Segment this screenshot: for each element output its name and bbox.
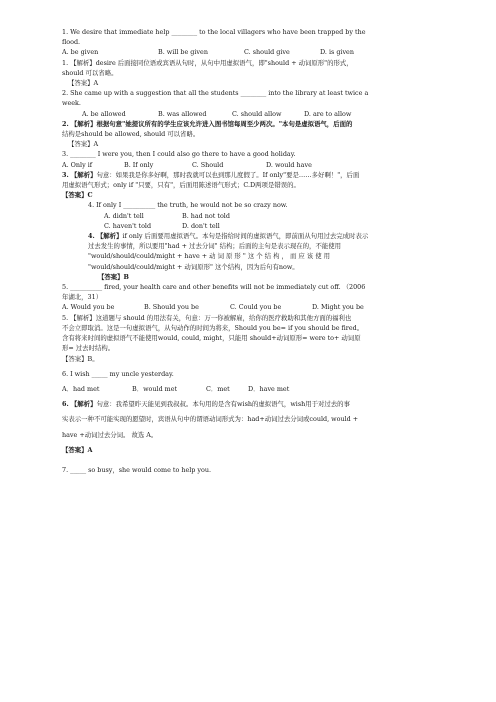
- q4-explanation-label: 4. 【解析】: [88, 232, 123, 241]
- q6-option-d: D．have met: [248, 384, 290, 393]
- q6-explanation-line2: 实表示一种不可能实现的愿望时，宾语从句中的谓语动词形式为：had+动词过去分词或could, would +: [62, 415, 359, 424]
- q6-explanation-line1: [62, 399, 458, 409]
- q4-options-row1: [62, 211, 458, 221]
- q1-stem-line2: flood.: [62, 38, 81, 47]
- q6-option-a: A．had met: [62, 384, 100, 393]
- q3-option-d: D. would have: [266, 160, 312, 169]
- q3-option-b: B. If only: [124, 160, 154, 169]
- q2-explanation-line1: [62, 119, 458, 129]
- q6-options: [62, 384, 458, 394]
- q2-option-a: A. be allowed: [82, 109, 126, 118]
- q6-explanation-text: 句意：我希望昨天能见到我叔叔。本句用的是含有wish的虚拟语气，wish用于对过去的事: [96, 400, 350, 409]
- q5-option-b: B. Should you be: [144, 303, 199, 312]
- q2-stem-line1: 2. She came up with a suggestion that all the students ________ into the library at least twice a: [62, 89, 369, 98]
- q3-explanation-line1: [62, 170, 458, 180]
- q3-option-c: C. Should: [192, 160, 224, 169]
- q1-answer: 【答案】A: [68, 79, 99, 88]
- q1-option-a: A. be given: [62, 48, 99, 57]
- q4-option-a: A. didn't tell: [104, 211, 144, 220]
- q3-options: [62, 160, 458, 170]
- q1-explanation-line2: should 可以省略。: [62, 68, 118, 77]
- q5-option-d: D. Might you be: [312, 303, 364, 312]
- q4-option-b: B. had not told: [182, 211, 230, 220]
- q4-explanation-line1: [62, 231, 458, 241]
- q3-option-a: A. Only if: [62, 160, 93, 169]
- q1-option-d: D. is given: [320, 48, 354, 57]
- q5-explanation-line1: 5. 【解析】这道题与 should 的用法有关，句意：万一你被解雇，给你的医疗救助和其他方面的福利也: [62, 313, 352, 322]
- q1-stem-line1: 1. We desire that immediate help ________ to the local villagers who have been trapped by the: [62, 28, 366, 36]
- q3-stem-line1: 3. ________ I were you, then I could also go there to have a good holiday.: [62, 150, 296, 159]
- q5-explanation-line4: 形= 过去时结构。: [62, 344, 115, 353]
- q2-explanation-line2: 结构是should be allowed, should 可以省略。: [62, 130, 200, 139]
- q2-options: [62, 109, 458, 119]
- q6-stem-line1: 6. I wish _____ my uncle yesterday.: [62, 369, 174, 378]
- q5-stem-line1: 5. __________ fired, your health care and other benefits will not be immediately cut off. （2006: [62, 283, 366, 292]
- q1-explanation-line1: 1. 【解析】desire 后面接同位语或宾语从句时，从句中用虚拟语气，即"should + 动词原形"的形式，: [62, 58, 353, 67]
- q3-explanation-label: 3. 【解析】: [62, 170, 97, 179]
- q7-stem-line1: 7. _____ so busy，she would come to help you.: [62, 465, 212, 474]
- q6-answer: 【答案】A: [62, 445, 93, 454]
- q3-explanation-text: 句意：如果我是你多好啊，那时我就可以也到那儿度假了。If only"要是……多好啊！"，后面: [96, 170, 360, 179]
- q5-explanation-line3: 含有将来时间的虚拟语气不能使用would, could, might，只能用 should+动词原形= were to+ 动词原: [62, 334, 361, 343]
- q4-options-row2: [62, 221, 458, 231]
- q2-answer: 【答案】A: [68, 140, 99, 149]
- q6-option-b: B．would met: [132, 384, 178, 393]
- q3-explanation-line2: 用虚拟语气形式；only if "只要，只有"，后面用陈述语气形式；C.D两项是错误的。: [62, 181, 300, 190]
- q4-answer: 【答案】B: [98, 272, 129, 281]
- q4-explanation-line4: "would/should/could/might + 动词原形" 这个结构，因为后句有now。: [88, 262, 299, 271]
- q5-explanation-line2: 不会立即取消。这是一句虚拟语气，从句动作的时间为将来，Should you be= if you should be fired。: [62, 323, 364, 332]
- q5-options: [62, 302, 458, 312]
- q1-option-c: C. should give: [244, 48, 290, 57]
- q6-explanation-line3: have +动词过去分词。 故选 A。: [62, 430, 158, 439]
- q5-answer: 【答案】B。: [62, 354, 99, 363]
- q2-option-b: B. was allowed: [158, 109, 207, 118]
- q1-option-b: B. will be given: [158, 48, 208, 57]
- q4-explanation-text: if only 后面要用虚拟语气。本句是指给时间的虚拟语气，即前面从句用过去完成时表示: [122, 232, 369, 241]
- q1-options: [62, 47, 458, 57]
- q4-explanation-line2: 过去发生的事情，所以要用"had + 过去分词" 结构；后面的主句是表示现在的，不能使用: [88, 242, 342, 251]
- q6-explanation-label: 6. 【解析】: [62, 400, 97, 409]
- q4-option-d: D. don't tell: [182, 221, 220, 230]
- q5-stem-line2: 年湖北，31）: [62, 293, 103, 302]
- q2-stem-line2: week.: [62, 99, 81, 108]
- q2-explanation-text: 2. 【解析】根据句意"她提议所有的学生应该允许进入图书馆每周至少两次。"本句是虚拟语气，后面的: [62, 119, 353, 128]
- q4-option-c: C. haven't told: [104, 221, 152, 230]
- q3-answer: 【答案】C: [62, 191, 93, 200]
- q6-option-c: C．met: [206, 384, 230, 393]
- q5-option-c: C. Could you be: [230, 303, 282, 312]
- q4-explanation-line3: "would/should/could/might + have + 动 词 原 形 " 这 个 结 构 ， 而 应 该 使 用: [88, 252, 331, 261]
- q4-stem-line1: 4. If only I __________ the truth, he would not be so crazy now.: [88, 201, 288, 210]
- q2-option-d: D. are to allow: [304, 109, 352, 118]
- q2-option-c: C. should allow: [232, 109, 282, 118]
- q5-option-a: A. Would you be: [62, 303, 115, 312]
